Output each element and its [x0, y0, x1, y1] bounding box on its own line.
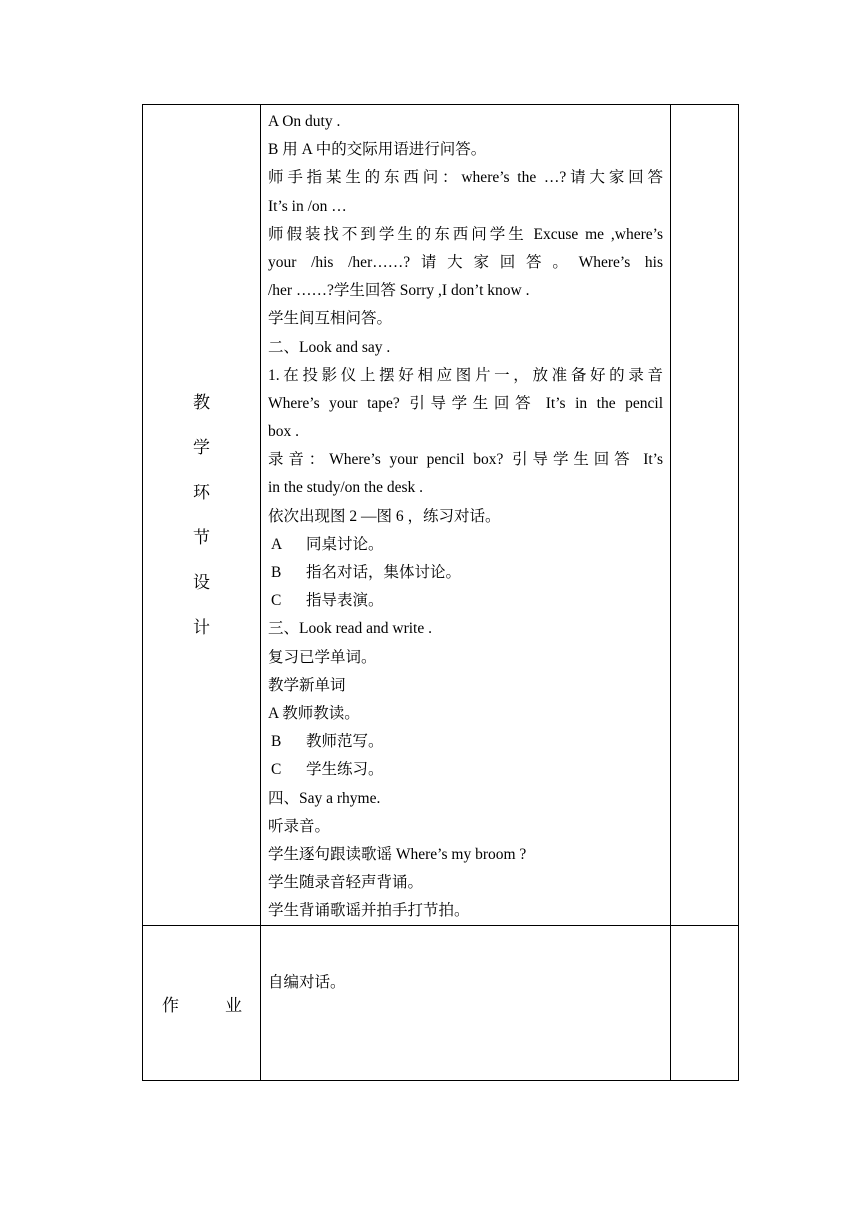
homework-notes-cell	[671, 926, 739, 1081]
list-item-letter: B	[271, 733, 282, 751]
content-line: 师手指某生的东西问：where’s the …?请大家回答	[268, 169, 663, 187]
list-item	[268, 756, 663, 784]
content-line: A On duty .	[268, 113, 341, 130]
list-item	[268, 587, 663, 615]
list-item-letter: C	[271, 761, 282, 779]
content-line: 依次出现图 2 —图 6 ，练习对话。	[268, 507, 501, 525]
list-item-text: 指名对话，集体讨论。	[306, 564, 462, 581]
section-label-char: 节	[193, 528, 210, 548]
content-line: 学生随录音轻声背诵。	[268, 874, 424, 892]
content-line: B 用 A 中的交际用语进行问答。	[268, 141, 487, 159]
section-label-char: 计	[193, 618, 210, 638]
section-label-char: 学	[193, 438, 210, 458]
homework-label-cell	[143, 926, 261, 1081]
list-item-letter: B	[271, 564, 282, 581]
content-line: your /his /her……?请大家回答。Where’s his	[268, 253, 663, 271]
homework-row	[143, 926, 739, 1081]
content-line: 听录音。	[268, 817, 331, 835]
content-line: in the study/on the desk .	[268, 479, 423, 497]
list-item	[268, 728, 663, 756]
content-line: 学生背诵歌谣并拍手打节拍。	[268, 902, 470, 920]
homework-label-char: 业	[225, 995, 242, 1015]
section-label-cell	[143, 105, 261, 926]
content-line: 师假装找不到学生的东西问学生 Excuse me ,where’s	[268, 225, 663, 243]
content-line: Where’s your tape? 引导学生回答 It’s in the pencil	[268, 394, 663, 412]
homework-label-char: 作	[162, 995, 179, 1015]
homework-label	[143, 991, 260, 1016]
list-item-text: 学生练习。	[306, 761, 384, 779]
section-label-char: 教	[193, 393, 210, 413]
list-item-letter: C	[271, 592, 282, 610]
section-label	[143, 380, 260, 650]
content-line: A 教师教读。	[268, 704, 360, 722]
lesson-plan-table	[142, 104, 739, 1081]
design-content-cell	[261, 105, 671, 926]
content-line: 学生间互相问答。	[268, 310, 393, 328]
list-item	[268, 559, 663, 587]
content-line: box .	[268, 423, 299, 441]
list-item-text: 同桌讨论。	[306, 535, 384, 553]
content-line: It’s in /on …	[268, 197, 347, 215]
content-line: /her ……?学生回答 Sorry ,I don’t know .	[268, 282, 530, 300]
notes-cell	[671, 105, 739, 926]
section-heading: 二、Look and say .	[268, 338, 391, 356]
content-line: 复习已学单词。	[268, 648, 377, 666]
section-label-char: 设	[193, 573, 210, 593]
content-line: 学生逐句跟读歌谣 Where’s my broom ?	[268, 845, 527, 863]
section-heading: 四、Say a rhyme.	[268, 789, 381, 807]
list-item	[268, 531, 663, 559]
teaching-design-row	[143, 105, 739, 926]
list-item-text: 教师范写。	[306, 733, 384, 751]
content-line: 录音：Where’s your pencil box? 引导学生回答 It’s	[268, 451, 663, 469]
content-line: 1.在投影仪上摆好相应图片一，放准备好的录音	[268, 366, 663, 384]
homework-content: 自编对话。	[268, 974, 346, 992]
content-line: 教学新单词	[268, 676, 346, 694]
homework-content-cell	[261, 926, 671, 1081]
section-heading: 三、Look read and write .	[268, 620, 432, 638]
list-item-text: 指导表演。	[306, 592, 384, 610]
section-label-char: 环	[193, 483, 210, 503]
list-item-letter: A	[271, 535, 283, 553]
